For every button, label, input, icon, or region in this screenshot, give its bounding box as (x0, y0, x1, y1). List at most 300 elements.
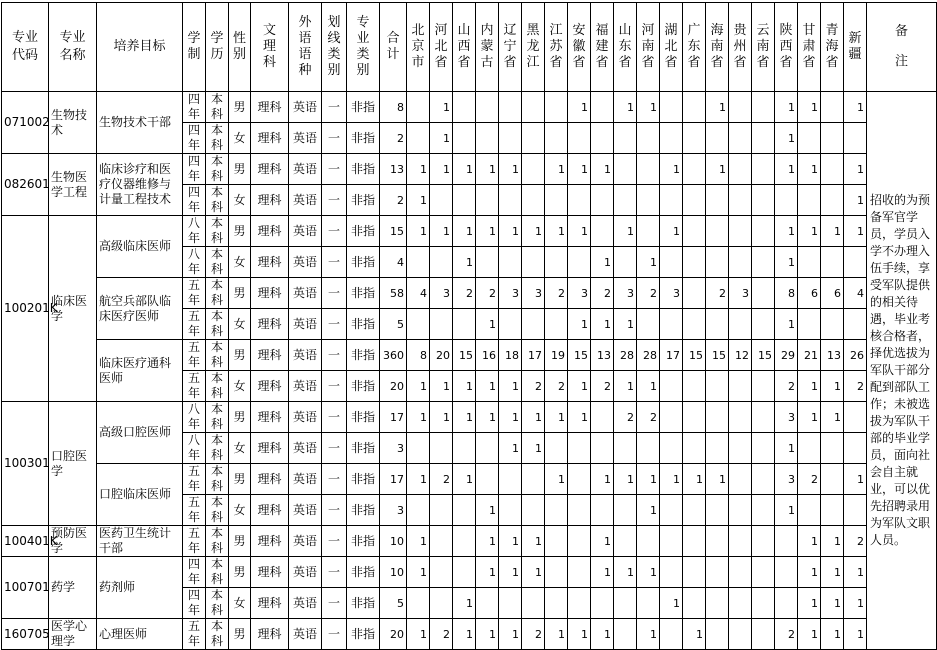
province-quota-cell: 1 (614, 216, 637, 247)
province-quota-cell: 1 (430, 216, 453, 247)
cutoff-cell: 一 (322, 464, 347, 495)
province-quota-cell (798, 185, 821, 216)
province-quota-cell: 3 (568, 278, 591, 309)
province-quota-cell: 1 (568, 309, 591, 340)
major-code-cell: 160705 (2, 619, 49, 650)
province-quota-cell: 1 (775, 309, 798, 340)
province-quota-cell (522, 92, 545, 123)
training-target-cell: 药剂师 (97, 557, 183, 619)
duration-cell: 五年 (183, 526, 206, 557)
stream-cell: 理科 (251, 495, 289, 526)
total-cell: 3 (380, 495, 407, 526)
province-quota-cell: 2 (476, 278, 499, 309)
province-quota-cell: 17 (522, 340, 545, 371)
province-quota-cell: 1 (637, 495, 660, 526)
column-header (430, 3, 453, 92)
province-quota-cell (798, 247, 821, 278)
cutoff-cell: 一 (322, 402, 347, 433)
province-quota-cell (545, 247, 568, 278)
training-target-cell: 临床医疗通科医师 (97, 340, 183, 402)
column-header (614, 3, 637, 92)
province-quota-cell (614, 154, 637, 185)
duration-cell: 四年 (183, 123, 206, 154)
province-quota-cell (407, 123, 430, 154)
column-header (660, 3, 683, 92)
province-quota-cell (614, 433, 637, 464)
major-code-cell: 100201K (2, 216, 49, 402)
province-quota-cell: 1 (430, 154, 453, 185)
table-row (2, 464, 937, 495)
province-quota-cell: 1 (568, 154, 591, 185)
province-quota-cell: 1 (821, 216, 844, 247)
province-quota-cell (499, 588, 522, 619)
province-quota-cell: 15 (453, 340, 476, 371)
province-quota-cell (821, 185, 844, 216)
column-header-label: 河北省 (434, 22, 448, 70)
province-quota-cell (752, 526, 775, 557)
province-quota-cell: 1 (706, 92, 729, 123)
province-quota-cell: 1 (821, 402, 844, 433)
total-cell: 10 (380, 526, 407, 557)
province-quota-cell: 1 (844, 557, 867, 588)
province-quota-cell: 1 (476, 371, 499, 402)
province-quota-cell: 15 (568, 340, 591, 371)
province-quota-cell (844, 402, 867, 433)
province-quota-cell (706, 371, 729, 402)
province-quota-cell: 1 (453, 247, 476, 278)
duration-cell: 八年 (183, 433, 206, 464)
province-quota-cell (568, 123, 591, 154)
province-quota-cell (614, 588, 637, 619)
duration-cell: 四年 (183, 557, 206, 588)
province-quota-cell: 1 (660, 588, 683, 619)
enrollment-table (1, 2, 937, 650)
major-name-cell: 生物医学工程 (49, 154, 97, 216)
column-header-label: 合计 (386, 30, 400, 62)
province-quota-cell: 2 (453, 278, 476, 309)
duration-cell: 五年 (183, 495, 206, 526)
province-quota-cell (453, 309, 476, 340)
province-quota-cell (614, 619, 637, 650)
province-quota-cell: 1 (591, 247, 614, 278)
stream-cell: 理科 (251, 185, 289, 216)
degree-cell: 本科 (206, 402, 229, 433)
province-quota-cell: 2 (798, 464, 821, 495)
province-quota-cell (499, 92, 522, 123)
province-quota-cell: 1 (660, 216, 683, 247)
cutoff-cell: 一 (322, 123, 347, 154)
province-quota-cell: 1 (614, 464, 637, 495)
province-quota-cell: 1 (476, 216, 499, 247)
province-quota-cell: 3 (430, 278, 453, 309)
province-quota-cell: 1 (430, 123, 453, 154)
stream-cell: 理科 (251, 123, 289, 154)
province-quota-cell: 1 (545, 402, 568, 433)
province-quota-cell (407, 309, 430, 340)
cutoff-cell: 一 (322, 154, 347, 185)
province-quota-cell (499, 495, 522, 526)
column-header-label: 云南省 (756, 22, 770, 70)
province-quota-cell: 3 (729, 278, 752, 309)
province-quota-cell: 2 (545, 278, 568, 309)
province-quota-cell: 2 (637, 278, 660, 309)
province-quota-cell (821, 247, 844, 278)
province-quota-cell (821, 495, 844, 526)
province-quota-cell (430, 495, 453, 526)
column-header-label: 山西省 (457, 22, 471, 70)
province-quota-cell: 1 (660, 154, 683, 185)
total-cell: 5 (380, 309, 407, 340)
cutoff-cell: 一 (322, 185, 347, 216)
province-quota-cell (844, 433, 867, 464)
province-quota-cell (752, 185, 775, 216)
cutoff-cell: 一 (322, 588, 347, 619)
gender-cell: 女 (229, 247, 251, 278)
training-target-cell: 高级口腔医师 (97, 402, 183, 464)
province-quota-cell (752, 557, 775, 588)
province-quota-cell: 1 (407, 371, 430, 402)
column-header (867, 3, 937, 92)
major-code-cell: 100301 (2, 402, 49, 526)
column-header (568, 3, 591, 92)
column-header-label: 贵州省 (733, 22, 747, 70)
province-quota-cell (729, 154, 752, 185)
province-quota-cell: 18 (499, 340, 522, 371)
column-header-label: 辽宁省 (503, 22, 517, 70)
stream-cell: 理科 (251, 557, 289, 588)
province-quota-cell (752, 278, 775, 309)
province-quota-cell (729, 588, 752, 619)
column-header (752, 3, 775, 92)
column-header (97, 3, 183, 92)
category-cell: 非指 (347, 154, 380, 185)
gender-cell: 女 (229, 588, 251, 619)
gender-cell: 男 (229, 278, 251, 309)
province-quota-cell: 1 (637, 557, 660, 588)
province-quota-cell (499, 247, 522, 278)
province-quota-cell (407, 495, 430, 526)
training-target-cell: 口腔临床医师 (97, 464, 183, 526)
province-quota-cell: 1 (522, 402, 545, 433)
province-quota-cell: 2 (591, 371, 614, 402)
province-quota-cell: 1 (844, 92, 867, 123)
province-quota-cell (660, 247, 683, 278)
province-quota-cell: 1 (798, 402, 821, 433)
province-quota-cell (821, 92, 844, 123)
province-quota-cell: 1 (798, 588, 821, 619)
province-quota-cell (430, 185, 453, 216)
province-quota-cell: 1 (591, 309, 614, 340)
province-quota-cell: 1 (614, 92, 637, 123)
gender-cell: 女 (229, 495, 251, 526)
table-row (2, 526, 937, 557)
province-quota-cell (453, 433, 476, 464)
province-quota-cell (591, 185, 614, 216)
training-target-cell: 高级临床医师 (97, 216, 183, 278)
province-quota-cell (752, 123, 775, 154)
gender-cell: 男 (229, 340, 251, 371)
province-quota-cell (476, 123, 499, 154)
column-header-label: 学制 (187, 30, 201, 62)
language-cell: 英语 (289, 92, 322, 123)
province-quota-cell: 1 (775, 247, 798, 278)
column-header (798, 3, 821, 92)
language-cell: 英语 (289, 185, 322, 216)
language-cell: 英语 (289, 371, 322, 402)
province-quota-cell: 3 (660, 278, 683, 309)
column-header-label: 海南省 (710, 22, 724, 70)
province-quota-cell: 1 (453, 588, 476, 619)
column-header (545, 3, 568, 92)
province-quota-cell (775, 588, 798, 619)
province-quota-cell (499, 464, 522, 495)
province-quota-cell (476, 588, 499, 619)
column-header-label: 黑龙江 (526, 22, 540, 70)
duration-cell: 五年 (183, 340, 206, 371)
province-quota-cell (821, 464, 844, 495)
duration-cell: 五年 (183, 619, 206, 650)
province-quota-cell: 1 (775, 495, 798, 526)
province-quota-cell: 1 (591, 619, 614, 650)
province-quota-cell (453, 557, 476, 588)
province-quota-cell (752, 92, 775, 123)
province-quota-cell: 1 (407, 464, 430, 495)
total-cell: 3 (380, 433, 407, 464)
stream-cell: 理科 (251, 92, 289, 123)
column-header-label: 专业类别 (356, 14, 370, 78)
province-quota-cell (706, 123, 729, 154)
province-quota-cell (660, 92, 683, 123)
total-cell: 4 (380, 247, 407, 278)
column-header (706, 3, 729, 92)
province-quota-cell: 1 (453, 216, 476, 247)
stream-cell: 理科 (251, 433, 289, 464)
province-quota-cell (752, 309, 775, 340)
province-quota-cell: 6 (821, 278, 844, 309)
column-header-label: 性别 (233, 30, 247, 62)
gender-cell: 男 (229, 464, 251, 495)
province-quota-cell: 1 (844, 464, 867, 495)
column-header (729, 3, 752, 92)
province-quota-cell: 1 (522, 433, 545, 464)
province-quota-cell (660, 123, 683, 154)
province-quota-cell (706, 619, 729, 650)
province-quota-cell (637, 433, 660, 464)
total-cell: 17 (380, 402, 407, 433)
total-cell: 15 (380, 216, 407, 247)
province-quota-cell: 1 (453, 371, 476, 402)
column-header (289, 3, 322, 92)
column-header (591, 3, 614, 92)
province-quota-cell (591, 92, 614, 123)
column-header-label: 内蒙古 (480, 22, 494, 70)
cutoff-cell: 一 (322, 619, 347, 650)
province-quota-cell (683, 278, 706, 309)
stream-cell: 理科 (251, 464, 289, 495)
province-quota-cell (844, 495, 867, 526)
province-quota-cell: 1 (545, 464, 568, 495)
province-quota-cell: 1 (545, 619, 568, 650)
column-header (476, 3, 499, 92)
province-quota-cell: 2 (706, 278, 729, 309)
column-header (229, 3, 251, 92)
province-quota-cell: 28 (614, 340, 637, 371)
cutoff-cell: 一 (322, 247, 347, 278)
province-quota-cell: 1 (637, 464, 660, 495)
province-quota-cell (453, 495, 476, 526)
province-quota-cell: 1 (522, 557, 545, 588)
category-cell: 非指 (347, 619, 380, 650)
stream-cell: 理科 (251, 278, 289, 309)
province-quota-cell (706, 247, 729, 278)
stream-cell: 理科 (251, 371, 289, 402)
degree-cell: 本科 (206, 247, 229, 278)
table-row (2, 154, 937, 185)
province-quota-cell: 3 (775, 402, 798, 433)
category-cell: 非指 (347, 433, 380, 464)
total-cell: 2 (380, 123, 407, 154)
province-quota-cell (430, 433, 453, 464)
province-quota-cell: 1 (821, 371, 844, 402)
province-quota-cell: 1 (568, 92, 591, 123)
category-cell: 非指 (347, 185, 380, 216)
major-code-cell: 071002 (2, 92, 49, 154)
total-cell: 20 (380, 371, 407, 402)
table-row (2, 402, 937, 433)
cutoff-cell: 一 (322, 340, 347, 371)
province-quota-cell: 1 (407, 402, 430, 433)
province-quota-cell (545, 588, 568, 619)
province-quota-cell (522, 464, 545, 495)
province-quota-cell (522, 154, 545, 185)
province-quota-cell (453, 185, 476, 216)
province-quota-cell: 1 (844, 154, 867, 185)
language-cell: 英语 (289, 123, 322, 154)
province-quota-cell (522, 309, 545, 340)
province-quota-cell: 1 (798, 154, 821, 185)
column-header (407, 3, 430, 92)
province-quota-cell (798, 495, 821, 526)
province-quota-cell: 4 (407, 278, 430, 309)
gender-cell: 女 (229, 123, 251, 154)
province-quota-cell (614, 123, 637, 154)
duration-cell: 八年 (183, 402, 206, 433)
province-quota-cell: 1 (407, 154, 430, 185)
province-quota-cell (545, 185, 568, 216)
province-quota-cell (453, 526, 476, 557)
province-quota-cell: 28 (637, 340, 660, 371)
province-quota-cell (683, 526, 706, 557)
category-cell: 非指 (347, 588, 380, 619)
training-target-cell: 生物技术干部 (97, 92, 183, 154)
province-quota-cell: 15 (683, 340, 706, 371)
province-quota-cell: 1 (775, 154, 798, 185)
province-quota-cell (729, 526, 752, 557)
province-quota-cell: 1 (637, 92, 660, 123)
province-quota-cell: 1 (821, 619, 844, 650)
category-cell: 非指 (347, 123, 380, 154)
province-quota-cell (614, 495, 637, 526)
province-quota-cell (660, 185, 683, 216)
province-quota-cell (660, 619, 683, 650)
language-cell: 英语 (289, 247, 322, 278)
province-quota-cell: 1 (499, 433, 522, 464)
province-quota-cell: 1 (568, 371, 591, 402)
column-header (499, 3, 522, 92)
category-cell: 非指 (347, 464, 380, 495)
language-cell: 英语 (289, 588, 322, 619)
province-quota-cell: 2 (775, 619, 798, 650)
province-quota-cell: 1 (821, 526, 844, 557)
province-quota-cell: 1 (775, 216, 798, 247)
province-quota-cell (660, 526, 683, 557)
training-target-cell: 医药卫生统计干部 (97, 526, 183, 557)
province-quota-cell: 1 (706, 154, 729, 185)
degree-cell: 本科 (206, 371, 229, 402)
stream-cell: 理科 (251, 340, 289, 371)
province-quota-cell (683, 371, 706, 402)
duration-cell: 五年 (183, 309, 206, 340)
header-row (2, 3, 937, 92)
province-quota-cell (706, 433, 729, 464)
province-quota-cell: 1 (775, 123, 798, 154)
language-cell: 英语 (289, 433, 322, 464)
language-cell: 英语 (289, 340, 322, 371)
degree-cell: 本科 (206, 526, 229, 557)
duration-cell: 四年 (183, 185, 206, 216)
category-cell: 非指 (347, 309, 380, 340)
province-quota-cell (706, 185, 729, 216)
province-quota-cell (660, 557, 683, 588)
province-quota-cell: 1 (844, 619, 867, 650)
province-quota-cell (614, 247, 637, 278)
degree-cell: 本科 (206, 433, 229, 464)
column-header (206, 3, 229, 92)
cutoff-cell: 一 (322, 371, 347, 402)
total-cell: 5 (380, 588, 407, 619)
table-row (2, 278, 937, 309)
province-quota-cell (729, 216, 752, 247)
language-cell: 英语 (289, 278, 322, 309)
stream-cell: 理科 (251, 216, 289, 247)
province-quota-cell (683, 309, 706, 340)
province-quota-cell (614, 185, 637, 216)
province-quota-cell: 1 (775, 92, 798, 123)
province-quota-cell: 1 (637, 619, 660, 650)
province-quota-cell (729, 402, 752, 433)
province-quota-cell: 2 (430, 619, 453, 650)
province-quota-cell (729, 495, 752, 526)
stream-cell: 理科 (251, 588, 289, 619)
province-quota-cell (545, 309, 568, 340)
major-name-cell: 临床医学 (49, 216, 97, 402)
language-cell: 英语 (289, 154, 322, 185)
province-quota-cell (568, 185, 591, 216)
province-quota-cell: 1 (430, 402, 453, 433)
province-quota-cell: 1 (430, 92, 453, 123)
language-cell: 英语 (289, 619, 322, 650)
province-quota-cell (637, 588, 660, 619)
column-header (453, 3, 476, 92)
gender-cell: 男 (229, 619, 251, 650)
column-header (522, 3, 545, 92)
column-header-label: 新疆 (848, 30, 862, 62)
total-cell: 58 (380, 278, 407, 309)
province-quota-cell: 1 (706, 464, 729, 495)
province-quota-cell (430, 588, 453, 619)
duration-cell: 五年 (183, 464, 206, 495)
province-quota-cell (591, 588, 614, 619)
